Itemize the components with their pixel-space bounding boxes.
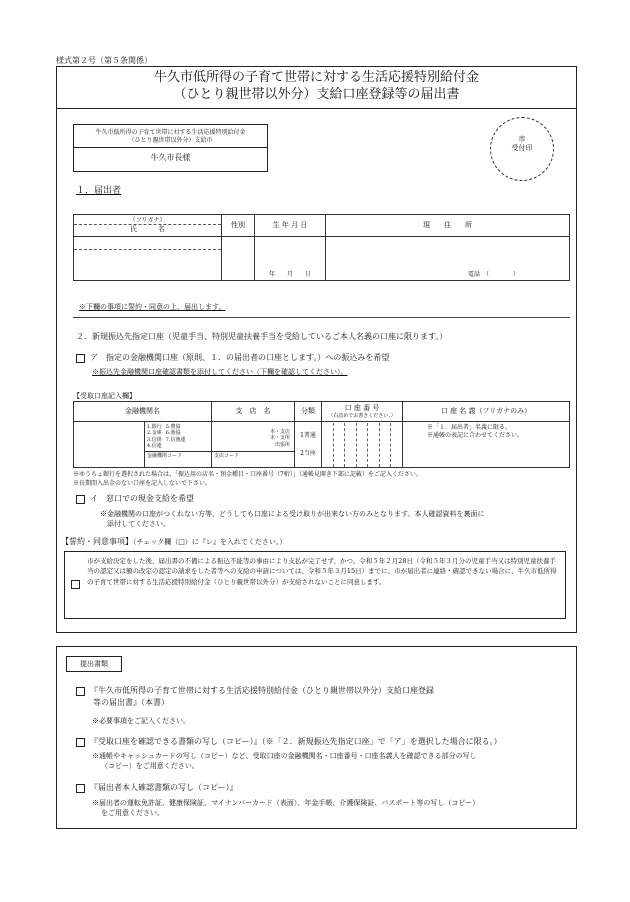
item1-note: ※必要事項をご記入ください。 <box>92 717 190 725</box>
item2-label: 『受取口座を確認できる書類の写し（コピー）』（※「２．新規振込先指定口座」で「ア」を選択した場合に限る。） <box>90 737 502 746</box>
address-line1: 牛久市低所得の子育て世帯に対する生活応援特別給付金 <box>95 129 246 136</box>
pledge-heading: 【誓約・同意事項】 <box>61 537 133 546</box>
pledge-heading-row <box>61 537 286 547</box>
option-a-checkbox[interactable] <box>76 354 85 363</box>
account-table <box>73 401 570 468</box>
item2-note1: ※通帳やキャッシュカードの写し（コピー）など、受取口座の金融機関名・口座番号・口座名義人を確認できる部分の写し <box>92 752 477 760</box>
name-field[interactable] <box>74 250 221 280</box>
section1-heading: １．届出者 <box>76 186 122 196</box>
title-divider <box>56 108 577 109</box>
item1-line2: 等の届出書』（本書） <box>93 698 169 707</box>
stamp-line2: 受付印 <box>511 144 533 153</box>
item3-label: 『届出者本人確認書類の写し（コピー）』 <box>90 783 238 792</box>
item3-note1: ※届出者の運転免許証、健康保険証、マイナンバーカード（表面）、年金手帳、介護保険証、パスポート等の写し（コピー） <box>92 799 480 807</box>
consent-note: ※下欄の事項に誓約・同意の上、届出します。 <box>79 303 226 311</box>
address-line2: （ひとり親世帯以外分）支給市 <box>128 136 213 144</box>
section-divider <box>73 317 570 318</box>
submission-heading: 提出書類 <box>66 656 122 672</box>
option-b-checkbox[interactable] <box>76 495 85 504</box>
account-section-label: 【受取口座記入欄】 <box>73 392 136 400</box>
branch-code-label: 支店コード <box>212 451 294 460</box>
option-b-note2: 添付してください。 <box>107 520 170 528</box>
furigana-label: （フリガナ） <box>129 216 166 224</box>
account-number-field[interactable] <box>322 422 403 468</box>
title-line2: （ひとり親世帯以外分）支給口座登録等の届出書 <box>173 87 460 102</box>
holder-note1: ※「１．届出者」名義に限る。 <box>427 424 512 431</box>
name-label: 氏 名 <box>74 224 221 234</box>
gender-field[interactable] <box>222 237 255 281</box>
option-a-row <box>76 353 389 363</box>
address-box <box>73 124 268 172</box>
type-header: 分類 <box>295 402 322 422</box>
option-b-row <box>76 494 194 504</box>
pledge-checkbox[interactable] <box>71 580 80 589</box>
bank-code-label: 金融機関コード <box>145 451 211 460</box>
item3-note2: をご用意ください。 <box>101 809 164 817</box>
stamp-line1: 市 <box>518 135 526 143</box>
furigana-field[interactable] <box>74 237 221 250</box>
gender-label: 性別 <box>222 215 255 237</box>
option-a-label: ア 指定の金融機関口座（原則、１．の届出者の口座とします。）への振込みを希望 <box>90 353 390 362</box>
holder-field[interactable] <box>403 422 570 468</box>
option-b-note1: ※金融機関の口座がつくれない方等、どうしても口座による受け取りが出来ない方のみとなります。本人確認資料を裏面に <box>100 510 485 518</box>
item1-line1: 『牛久市低所得の子育て世帯に対する生活応援特別給付金（ひとり親世帯以外分）支給口座登録 <box>90 686 434 695</box>
dob-label: 生 年 月 日 <box>255 215 326 237</box>
submission-item3 <box>76 783 238 793</box>
page-title <box>56 69 577 103</box>
address-field[interactable] <box>326 237 570 281</box>
dob-field[interactable]: 年 月 日 <box>255 237 326 281</box>
bank-name-field[interactable] <box>74 422 145 468</box>
yucho-note: ※ゆうちょ銀行を選択された場合は、「振込用の店名・預金種目・口座番号（7桁）」（通帳見開き下部に記載）をご記入ください。 <box>73 471 422 478</box>
holder-note2: ※通帳の表記に合わせてください。 <box>427 431 524 439</box>
pledge-instruction: （チェック欄（□）に『レ』を入れてください。） <box>133 538 287 546</box>
section2-heading: ２．新規振込先指定口座（児童手当、特別児童扶養手当を受給しているご本人名義の口座に限ります。） <box>76 332 448 341</box>
option-b-label: イ 窓口での現金支給を希望 <box>90 494 194 503</box>
bank-header: 金融機関名 <box>74 402 212 422</box>
holder-header: 口 座 名 義（フリガナのみ） <box>403 402 570 422</box>
branch-header: 支 店 名 <box>212 402 295 422</box>
pledge-box <box>64 551 566 619</box>
title-line1: 牛久市低所得の子育て世帯に対する生活応援特別給付金 <box>153 70 479 85</box>
reception-stamp <box>490 117 554 181</box>
submission-item1 <box>76 686 434 696</box>
mayor-name: 牛久市長様 <box>150 153 191 162</box>
phone-label: 電話 （ ） <box>467 270 519 278</box>
option-a-note: ※振込先金融機関口座確認書類を添付してください（下欄を確認してください）。 <box>92 368 348 376</box>
item1-checkbox[interactable] <box>76 687 85 696</box>
form-number: 様式第２号（第５条関係） <box>56 56 152 65</box>
pledge-text: 市が支給決定をした後、届出書の不備による振込不能等の事由により支払が完了せず、かつ、令和５年２月28日（令和５年３月分の児童手当又は特別児童扶養手当の認定又は額の改定の認定の請求をした者等への支給の申請については、令和５年３月15日）までに、市が届出者に連絡・確認できない場合に、牛久市低所得の子育て世帯に対する生活応援特別給付金（ひとり親世帯以外分）が支給されないことに同意します。 <box>87 557 557 586</box>
submission-item2 <box>76 737 502 747</box>
item2-note2: （コピー）をご用意ください。 <box>101 762 199 770</box>
account-number-sub: （右詰めでお書きください。） <box>328 412 396 419</box>
item3-checkbox[interactable] <box>76 784 85 793</box>
bank-type-list: 1.銀行 2.金庫 3.信組 4.信連 5.農協 6.漁協 7.信漁連 金融機関コード <box>145 422 212 468</box>
account-number-header: 口 座 番 号 <box>344 403 380 412</box>
inactive-account-note: ※長期間入出金のない口座を記入しないで下さい。 <box>73 480 212 487</box>
applicant-table <box>73 214 570 281</box>
branch-field[interactable]: 本・支店 本・支所 出張所 支店コード <box>212 422 295 468</box>
address-label: 現 住 所 <box>326 215 570 237</box>
account-type-field[interactable]: 1普通 2当座 <box>295 422 322 468</box>
item2-checkbox[interactable] <box>76 738 85 747</box>
